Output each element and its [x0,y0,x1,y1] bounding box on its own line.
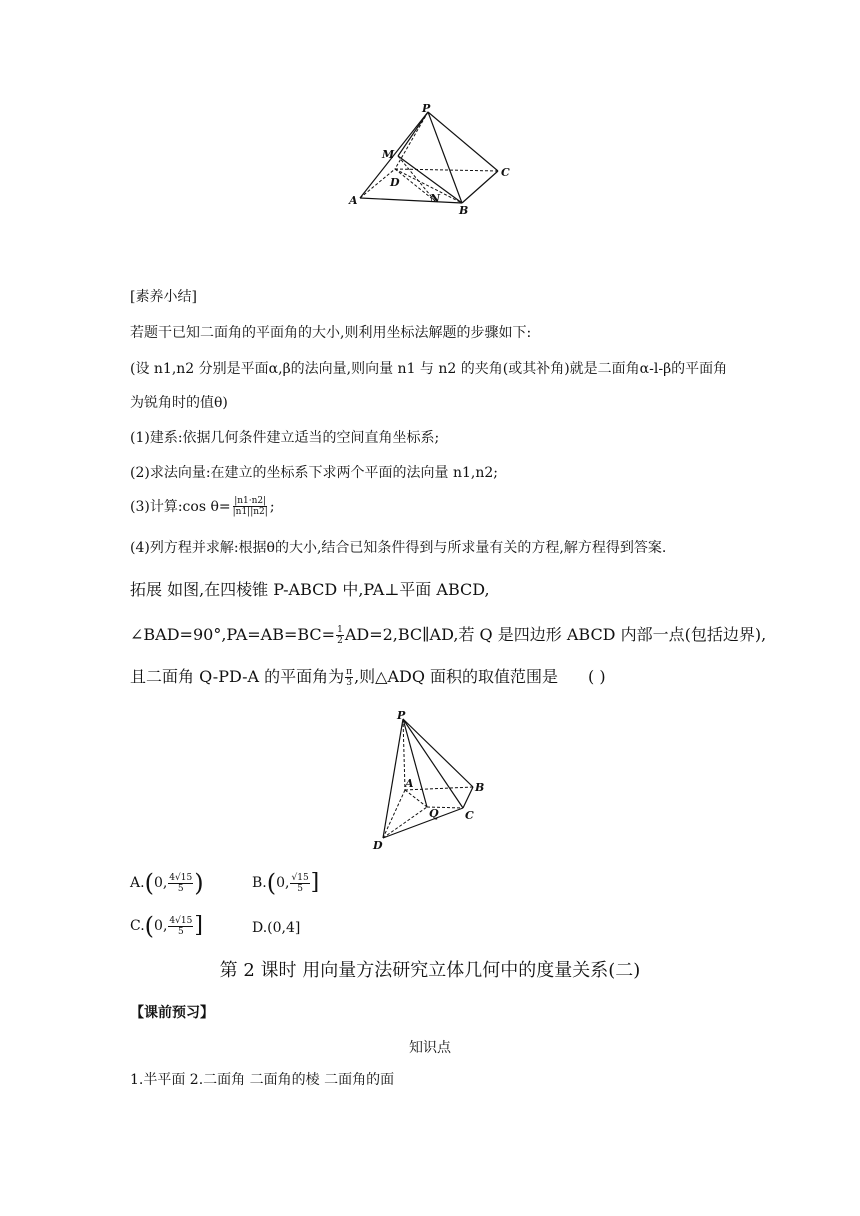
label-c2: C [465,809,474,822]
option-c-close: ] [194,913,203,938]
knowledge-heading: 知识点 [409,1040,451,1056]
preview-heading: 【课前预习】 [130,1005,214,1021]
summary-step-3 [130,496,275,517]
option-b-close: ] [310,870,320,895]
label-p2: P [397,709,406,722]
option-d[interactable] [252,916,300,940]
pi-denominator: 3 [346,677,352,688]
problem-line-2-post: AD=2,BC∥AD,若 Q 是四边形 ABCD 内部一点(包括边界), [344,625,767,644]
step-3-suffix: ; [269,498,275,515]
summary-line-1: 若题干已知二面角的平面角的大小,则利用坐标法解题的步骤如下: [130,325,532,341]
option-c-fraction [168,916,193,937]
problem-line-2-pre: ∠BAD=90°,PA=AB=BC= [130,625,336,644]
option-a[interactable] [130,871,204,895]
option-a-num: 4√15 [169,872,193,883]
lesson-title: 第 2 课时 用向量方法研究立体几何中的度量关系(二) [219,960,641,981]
label-d: D [390,176,400,189]
summary-heading: [素养小结] [130,289,197,305]
option-a-den: 5 [177,883,184,894]
option-c[interactable] [130,914,203,938]
option-a-close: ) [194,869,204,897]
label-a: A [349,194,358,207]
option-b-inner: 0, [276,875,290,891]
pi-third-fraction [345,667,353,688]
option-c-open: ( [144,912,155,940]
option-c-inner: 0, [154,918,168,934]
pi-numerator: π [346,666,353,677]
option-a-open: ( [144,869,154,897]
summary-note-line-1: (设 n1,n2 分别是平面α,β的法向量,则向量 n1 与 n2 的夹角(或其补角)就是二面角α-l-β的平面角 [130,361,728,377]
option-b-open: ( [266,869,277,897]
problem-line-2 [130,623,766,647]
cos-theta-fraction [232,496,269,517]
problem-line-3 [130,665,606,689]
option-a-inner: 0, [153,875,168,891]
option-a-fraction [168,873,193,894]
figure-2-pyramid [365,705,495,855]
cos-theta-denominator: |n1||n2| [232,507,268,517]
label-c: C [501,166,510,179]
summary-step-2: (2)求法向量:在建立的坐标系下求两个平面的法向量 n1,n2; [130,465,499,481]
problem-line-3-post: ,则△ADQ 面积的取值范围是 [354,667,559,686]
label-d2: D [373,839,383,852]
label-b: B [459,204,469,217]
half-fraction [336,625,344,646]
step-3-prefix: (3)计算:cos θ= [130,498,231,515]
option-b-label: B. [252,875,267,891]
problem-line-1: 拓展 如图,在四棱锥 P-ABCD 中,PA⊥平面 ABCD, [130,580,490,599]
summary-note-line-2: 为锐角时的值θ) [130,395,228,411]
option-b-num: √15 [291,872,309,883]
figure-1-pyramid [340,100,530,220]
option-b[interactable] [252,871,319,895]
option-c-label: C. [130,918,145,934]
half-denominator: 2 [337,635,343,646]
label-n: N [430,192,441,205]
problem-line-3-pre: 且二面角 Q-PD-A 的平面角为 [130,667,345,686]
half-numerator: 1 [337,624,343,635]
option-d-label: D.(0,4] [252,920,301,936]
label-q2: Q [429,807,439,820]
option-a-label: A. [130,875,145,891]
cos-theta-numerator: |n1·n2| [234,496,267,506]
option-b-fraction [290,873,309,894]
label-a2: A [405,777,414,790]
answer-blank: ( ) [588,667,606,686]
summary-step-4: (4)列方程并求解:根据θ的大小,结合已知条件得到与所求量有关的方程,解方程得到答案. [130,540,667,556]
label-p: P [422,102,431,115]
summary-step-1: (1)建系:依据几何条件建立适当的空间直角坐标系; [130,430,440,446]
option-c-den: 5 [178,926,184,937]
knowledge-item-1: 1.半平面 2.二面角 二面角的棱 二面角的面 [130,1072,395,1088]
label-b2: B [475,781,485,794]
option-c-num: 4√15 [169,915,193,926]
option-b-den: 5 [297,883,303,894]
label-m: M [382,148,395,161]
